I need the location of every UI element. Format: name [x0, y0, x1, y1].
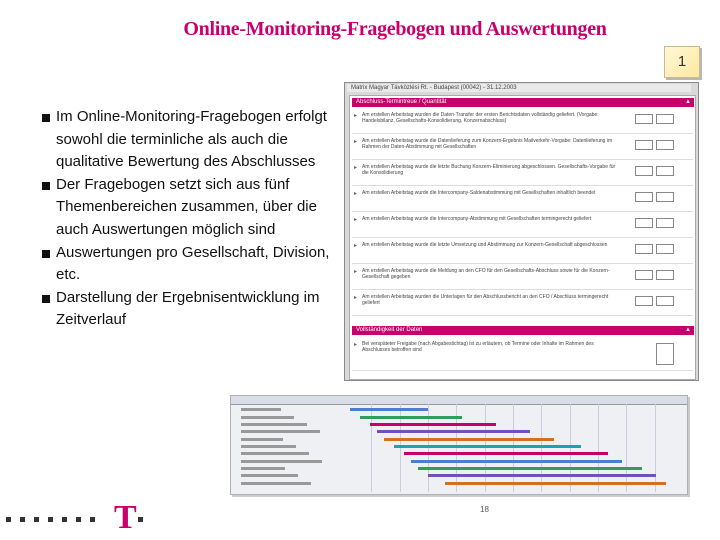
arrow-icon: ▸ [354, 269, 358, 275]
arrow-icon: ▸ [354, 342, 358, 348]
gantt-screenshot [230, 395, 688, 495]
gantt-task-label [241, 445, 296, 448]
telekom-logo [6, 500, 146, 536]
question-row [352, 161, 693, 186]
gantt-bar [350, 408, 428, 411]
question-text: Am erstellen Arbeitstag wurden die Unterlagen für den Abschlussbericht an den CFO / Abschluss termingerecht geliefert [362, 294, 609, 306]
questionnaire-body [349, 95, 696, 380]
arrow-icon: ▸ [354, 243, 358, 249]
question-text: Am erstellen Arbeitstag wurde die Intercompany-Abstimmung mit Gesellschaften termingerecht geliefert [362, 216, 592, 222]
answer-input[interactable] [635, 296, 653, 306]
question-row [352, 239, 693, 264]
gantt-bar [404, 452, 608, 455]
gantt-bar [411, 460, 622, 463]
date-input[interactable] [656, 114, 674, 124]
telekom-t-logo: T [114, 499, 137, 536]
date-input[interactable] [656, 244, 674, 254]
question-text: Am erstellen Arbeitstag wurden die Daten-Transfer der ersten Berichtsdaten vollständig geliefert. (Vorgabe: Handelsbilanz, Gesellschafts-Konsolidierung, Konzernabschluss) [362, 112, 599, 124]
answer-input[interactable] [635, 270, 653, 280]
bullet-text: Im Online-Monitoring-Fragebogen erfolgt sowohl die terminliche als auch die qualitative Bewertung des Abschlusses [56, 108, 327, 171]
section-header: Vollständigkeit der Daten ▲ [352, 326, 694, 335]
gantt-task-label [241, 423, 307, 426]
question-text: Am erstellen Arbeitstag wurde die Datenlieferung zum Konzern-Ergebnis Mailverkehr-Vorgabe: Datenlieferung im Rahmen der Daten-Abstimmung mit Gesellschaften [362, 138, 613, 150]
question-row [352, 265, 693, 290]
gantt-task-label [241, 416, 294, 419]
answer-input[interactable] [635, 114, 653, 124]
question-row [352, 109, 693, 134]
question-text: Am erstellen Arbeitstag wurde die Intercompany-Saldenabstimmung mit Gesellschaften inhaltlich beendet [362, 190, 596, 196]
arrow-icon: ▸ [354, 165, 358, 171]
question-row [352, 338, 693, 371]
logo-dot [48, 517, 53, 522]
bullet-text: Darstellung der Ergebnisentwicklung im Zeitverlauf [56, 288, 320, 329]
collapse-icon[interactable]: ▲ [685, 99, 691, 105]
answer-input[interactable] [635, 140, 653, 150]
bullet-square-icon [42, 250, 50, 258]
bullet-item [42, 106, 342, 174]
question-row [352, 213, 693, 238]
question-row [352, 291, 693, 316]
question-text: Am erstellen Arbeitstag wurde die letzte Umsetzung und Abstimmung zur Konzern-Gesellschaft abgeschlossen [362, 242, 608, 248]
arrow-icon: ▸ [354, 191, 358, 197]
logo-dot [62, 517, 67, 522]
bullet-list [42, 106, 342, 332]
gantt-task-label [241, 452, 309, 455]
bullet-square-icon [42, 182, 50, 190]
gantt-gridline [626, 404, 627, 492]
date-input[interactable] [656, 192, 674, 202]
arrow-icon: ▸ [354, 217, 358, 223]
logo-dot [90, 517, 95, 522]
page-number: 18 [480, 505, 489, 514]
gantt-gridline [485, 404, 486, 492]
answer-input[interactable] [635, 192, 653, 202]
gantt-gridline [541, 404, 542, 492]
gantt-bar [360, 416, 462, 419]
gantt-task-label [241, 460, 322, 463]
gantt-gridline [655, 404, 656, 492]
logo-dot [6, 517, 11, 522]
question-row [352, 135, 693, 160]
gantt-gridline [513, 404, 514, 492]
section-header: Abschluss-Termintreue / Quantität ▲ [352, 98, 694, 107]
gantt-task-label [241, 438, 283, 441]
logo-dot [34, 517, 39, 522]
logo-dot [138, 517, 143, 522]
answer-input[interactable] [635, 244, 653, 254]
collapse-icon[interactable]: ▲ [685, 327, 691, 333]
gantt-bar [384, 438, 554, 441]
gantt-gridline [598, 404, 599, 492]
arrow-icon: ▸ [354, 295, 358, 301]
bullet-item [42, 287, 342, 332]
date-input[interactable] [656, 218, 674, 228]
gantt-bar [418, 467, 642, 470]
question-row [352, 187, 693, 212]
gantt-task-label [241, 467, 285, 470]
gantt-bar [394, 445, 581, 448]
questionnaire-screenshot [344, 82, 699, 381]
question-text: Am erstellen Arbeitstag wurde die letzte Buchung Konzern-Eliminierung abgeschlossen. Gesellschafts-Vorgabe für die Konsolidierung [362, 164, 616, 176]
gantt-grid [343, 404, 683, 492]
page-badge: 1 [664, 46, 700, 78]
bullet-square-icon [42, 114, 50, 122]
gantt-bar [370, 423, 496, 426]
questionnaire-window-title: Matrix Magyar Távközlési Rt. - Budapest (00042) - 31.12.2003 [347, 84, 691, 92]
logo-dot [76, 517, 81, 522]
gantt-task-label [241, 408, 281, 411]
answer-input[interactable] [635, 166, 653, 176]
comment-input[interactable] [656, 343, 674, 365]
bullet-text: Auswertungen pro Gesellschaft, Division, etc. [56, 243, 330, 284]
gantt-task-label [241, 430, 320, 433]
gantt-task-label [241, 482, 311, 485]
gantt-task-label [241, 474, 298, 477]
bullet-item [42, 174, 342, 242]
arrow-icon: ▸ [354, 139, 358, 145]
question-text: Am erstellen Arbeitstag wurde die Meldung an den CFO für den Gesellschafts-Abschluss sowie für die Konzern-Gesellschaft gegeben [362, 268, 610, 280]
logo-dot [20, 517, 25, 522]
bullet-item [42, 242, 342, 287]
date-input[interactable] [656, 296, 674, 306]
gantt-gridline [570, 404, 571, 492]
slide-title: Online-Monitoring-Fragebogen und Auswertungen [183, 18, 607, 40]
gantt-bar [377, 430, 530, 433]
bullet-square-icon [42, 295, 50, 303]
question-text: Bei verspäteter Freigabe (nach Abgabestichtag) ist zu erläutern, ob Termine oder Inhalte im Rahmen des Abschlusses betroffen sind [362, 341, 594, 353]
date-input[interactable] [656, 166, 674, 176]
bullet-text: Der Fragebogen setzt sich aus fünf Themenbereichen zusammen, über die auch Auswertungen möglich sind [56, 175, 317, 238]
answer-input[interactable] [635, 218, 653, 228]
gantt-bar [445, 482, 666, 485]
date-input[interactable] [656, 140, 674, 150]
date-input[interactable] [656, 270, 674, 280]
gantt-bar [428, 474, 656, 477]
arrow-icon: ▸ [354, 113, 358, 119]
